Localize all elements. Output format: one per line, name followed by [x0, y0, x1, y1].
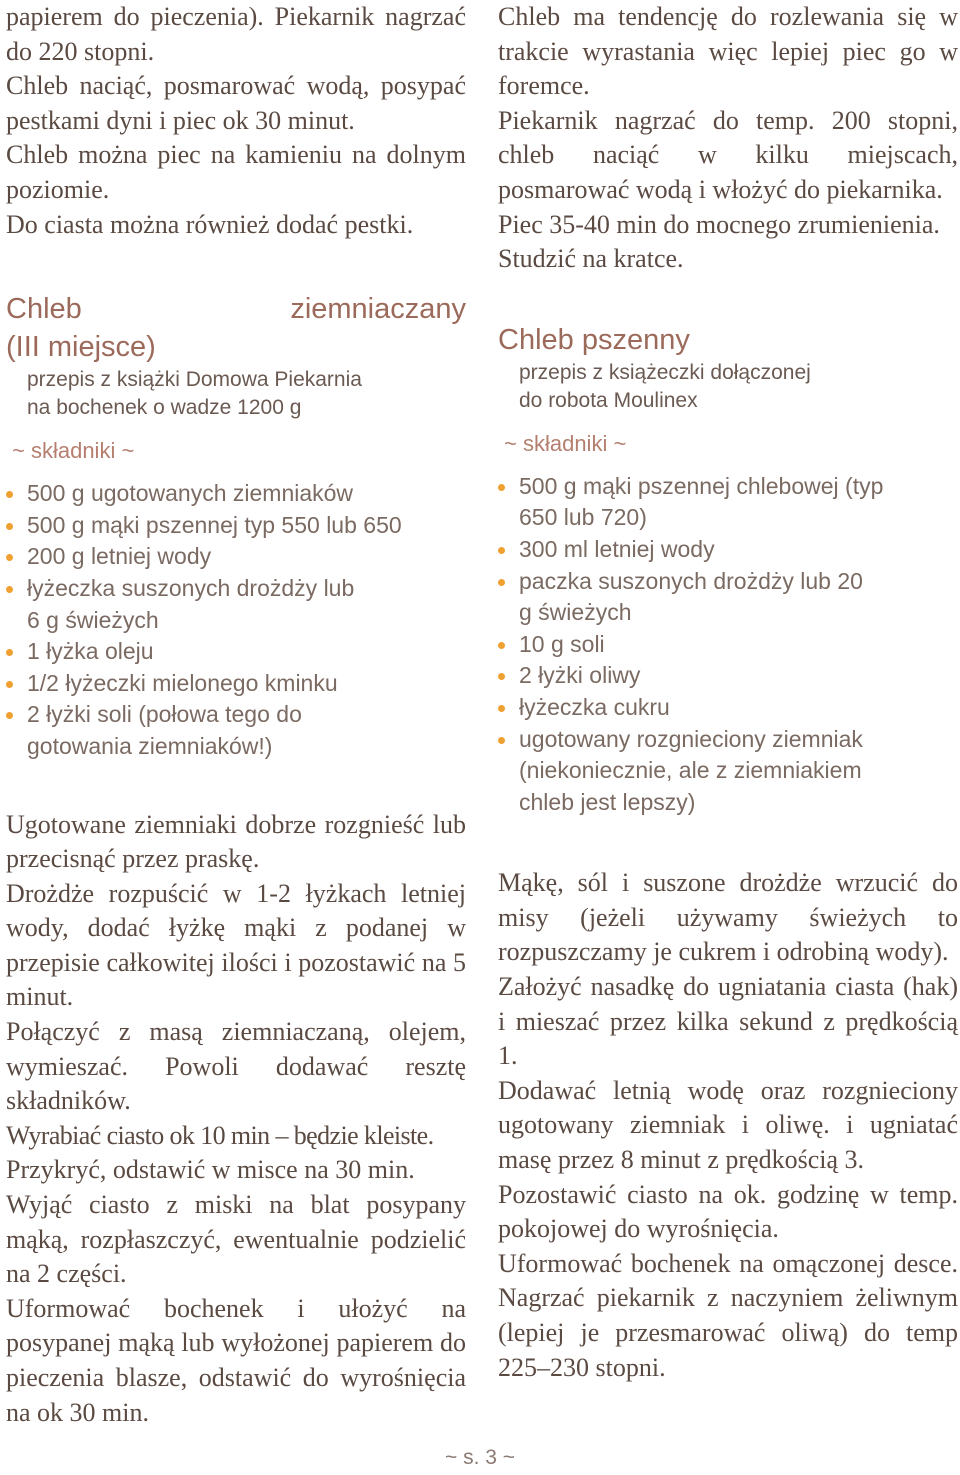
paragraph: Przykryć, odstawić w misce na 30 min. [6, 1155, 415, 1185]
left-top-text [6, 0, 466, 242]
list-item: 300 ml letniej wody [498, 534, 958, 566]
list-item: paczka suszonych drożdży lub 20 g świeżych [498, 566, 958, 629]
ingredients-list [498, 471, 958, 819]
recipe-header [6, 290, 466, 422]
paragraph: Uformować bochenek i ułożyć na posypanej mąką lub wyłożonej papierem do pieczenia blasze, odstawić do wyrośnięcia na ok 30 min. [6, 1293, 466, 1427]
list-item: 1/2 łyżeczki mielonego kminku [6, 668, 466, 700]
list-item: 1 łyżka oleju [6, 636, 466, 668]
list-item: 500 g ugotowanych ziemniaków [6, 478, 466, 510]
recipe-title [6, 290, 466, 328]
list-item: łyżeczka cukru [498, 692, 958, 724]
list-item: ugotowany rozgnieciony ziemniak (niekoniecznie, ale z ziemniakiem chleb jest lepszy) [498, 724, 958, 819]
paragraph: Uformować bochenek na omączonej desce. Nagrzać piekarnik z naczyniem żeliwnym (lepiej je przesmarować oliwą) do temp 225–230 stopni. [498, 1248, 958, 1382]
paragraph: Chleb ma tendencję do rozlewania się w trakcie wyrastania więc lepiej piec go w foremce. [498, 2, 958, 101]
right-top-text [498, 0, 958, 277]
right-instructions [498, 866, 958, 1385]
recipe-title: Chleb pszenny [498, 323, 690, 356]
paragraph: Ugotowane ziemniaki dobrze rozgnieść lub przecisnąć przez praskę. [6, 809, 466, 874]
ingredients-list [6, 478, 466, 762]
left-column [6, 0, 466, 1430]
list-item: 10 g soli [498, 629, 958, 661]
recipe-title-subline: (III miejsce) [6, 331, 156, 364]
paragraph: Dodawać letnią wodę oraz rozgnieciony ugotowany ziemniak i oliwę. i ugniatać masę przez 8 minut z prędkością 3. [498, 1075, 958, 1175]
recipe-source: przepis z książeczki dołączonej [519, 360, 811, 384]
list-item: 2 łyżki oliwy [498, 660, 958, 692]
paragraph: Piec 35-40 min do mocnego zrumienienia. [498, 209, 940, 239]
paragraph: Wyjąć ciasto z miski na blat posypany mąką, rozpłaszczyć, ewentualnie podzielić na 2 części. [6, 1190, 466, 1289]
recipe-source: przepis z książki Domowa Piekarnia [27, 368, 362, 392]
paragraph: Założyć nasadkę do ugniatania ciasta (hak) i mieszać przez kilka sekund z prędkością 1. [498, 972, 958, 1071]
list-item: 2 łyżki soli (połowa tego do gotowania ziemniaków!) [6, 699, 466, 762]
ingredients-heading: ~ składniki ~ [504, 430, 627, 456]
ingredients-heading: ~ składniki ~ [12, 438, 135, 464]
paragraph: Pozostawić ciasto na ok. godzinę w temp. pokojowej do wyrośnięcia. [498, 1179, 958, 1244]
paragraph: Połączyć z masą ziemniaczaną, olejem, wymieszać. Powoli dodawać resztę składników. [6, 1017, 466, 1116]
recipe-header [498, 321, 958, 415]
paragraph: Studzić na kratce. [498, 244, 684, 274]
list-item: 500 g mąki pszennej chlebowej (typ 650 lub 720) [498, 471, 958, 534]
recipe-source: do robota Moulinex [519, 388, 698, 412]
recipe-source: na bochenek o wadze 1200 g [27, 396, 302, 420]
list-item: 500 g mąki pszennej typ 550 lub 650 [6, 510, 466, 542]
page-number: ~ s. 3 ~ [444, 1446, 516, 1469]
paragraph: Chleb można piec na kamieniu na dolnym poziomie. [6, 140, 466, 204]
left-instructions [6, 808, 466, 1431]
paragraph: Wyrabiać ciasto ok 10 min – będzie kleiste. [6, 1120, 434, 1150]
paragraph: Chleb naciąć, posmarować wodą, posypać pestkami dyni i piec ok 30 minut. [6, 71, 466, 135]
list-item: łyżeczka suszonych drożdży lub 6 g świeżych [6, 573, 466, 636]
paragraph: papierem do pieczenia). Piekarnik nagrzać do 220 stopni. [6, 2, 466, 66]
paragraph: Do ciasta można również dodać pestki. [6, 209, 414, 239]
paragraph: Mąkę, sól i suszone drożdże wrzucić do misy (jeżeli używamy świeżych to rozpuszczamy je cukrem i odrobiną wody). [498, 868, 958, 967]
paragraph: Drożdże rozpuścić w 1-2 łyżkach letniej wody, dodać łyżkę mąki z podanej w przepisie całkowitej ilości i pozostawić na 5 minut. [6, 878, 466, 1012]
paragraph: Piekarnik nagrzać do temp. 200 stopni, chleb naciąć w kilku miejscach, posmarować wodą i włożyć do piekarnika. [498, 105, 958, 204]
right-column [498, 0, 958, 1385]
list-item: 200 g letniej wody [6, 541, 466, 573]
recipe-title-word: ziemniaczany [290, 293, 466, 326]
recipe-title-word: Chleb [6, 293, 82, 326]
